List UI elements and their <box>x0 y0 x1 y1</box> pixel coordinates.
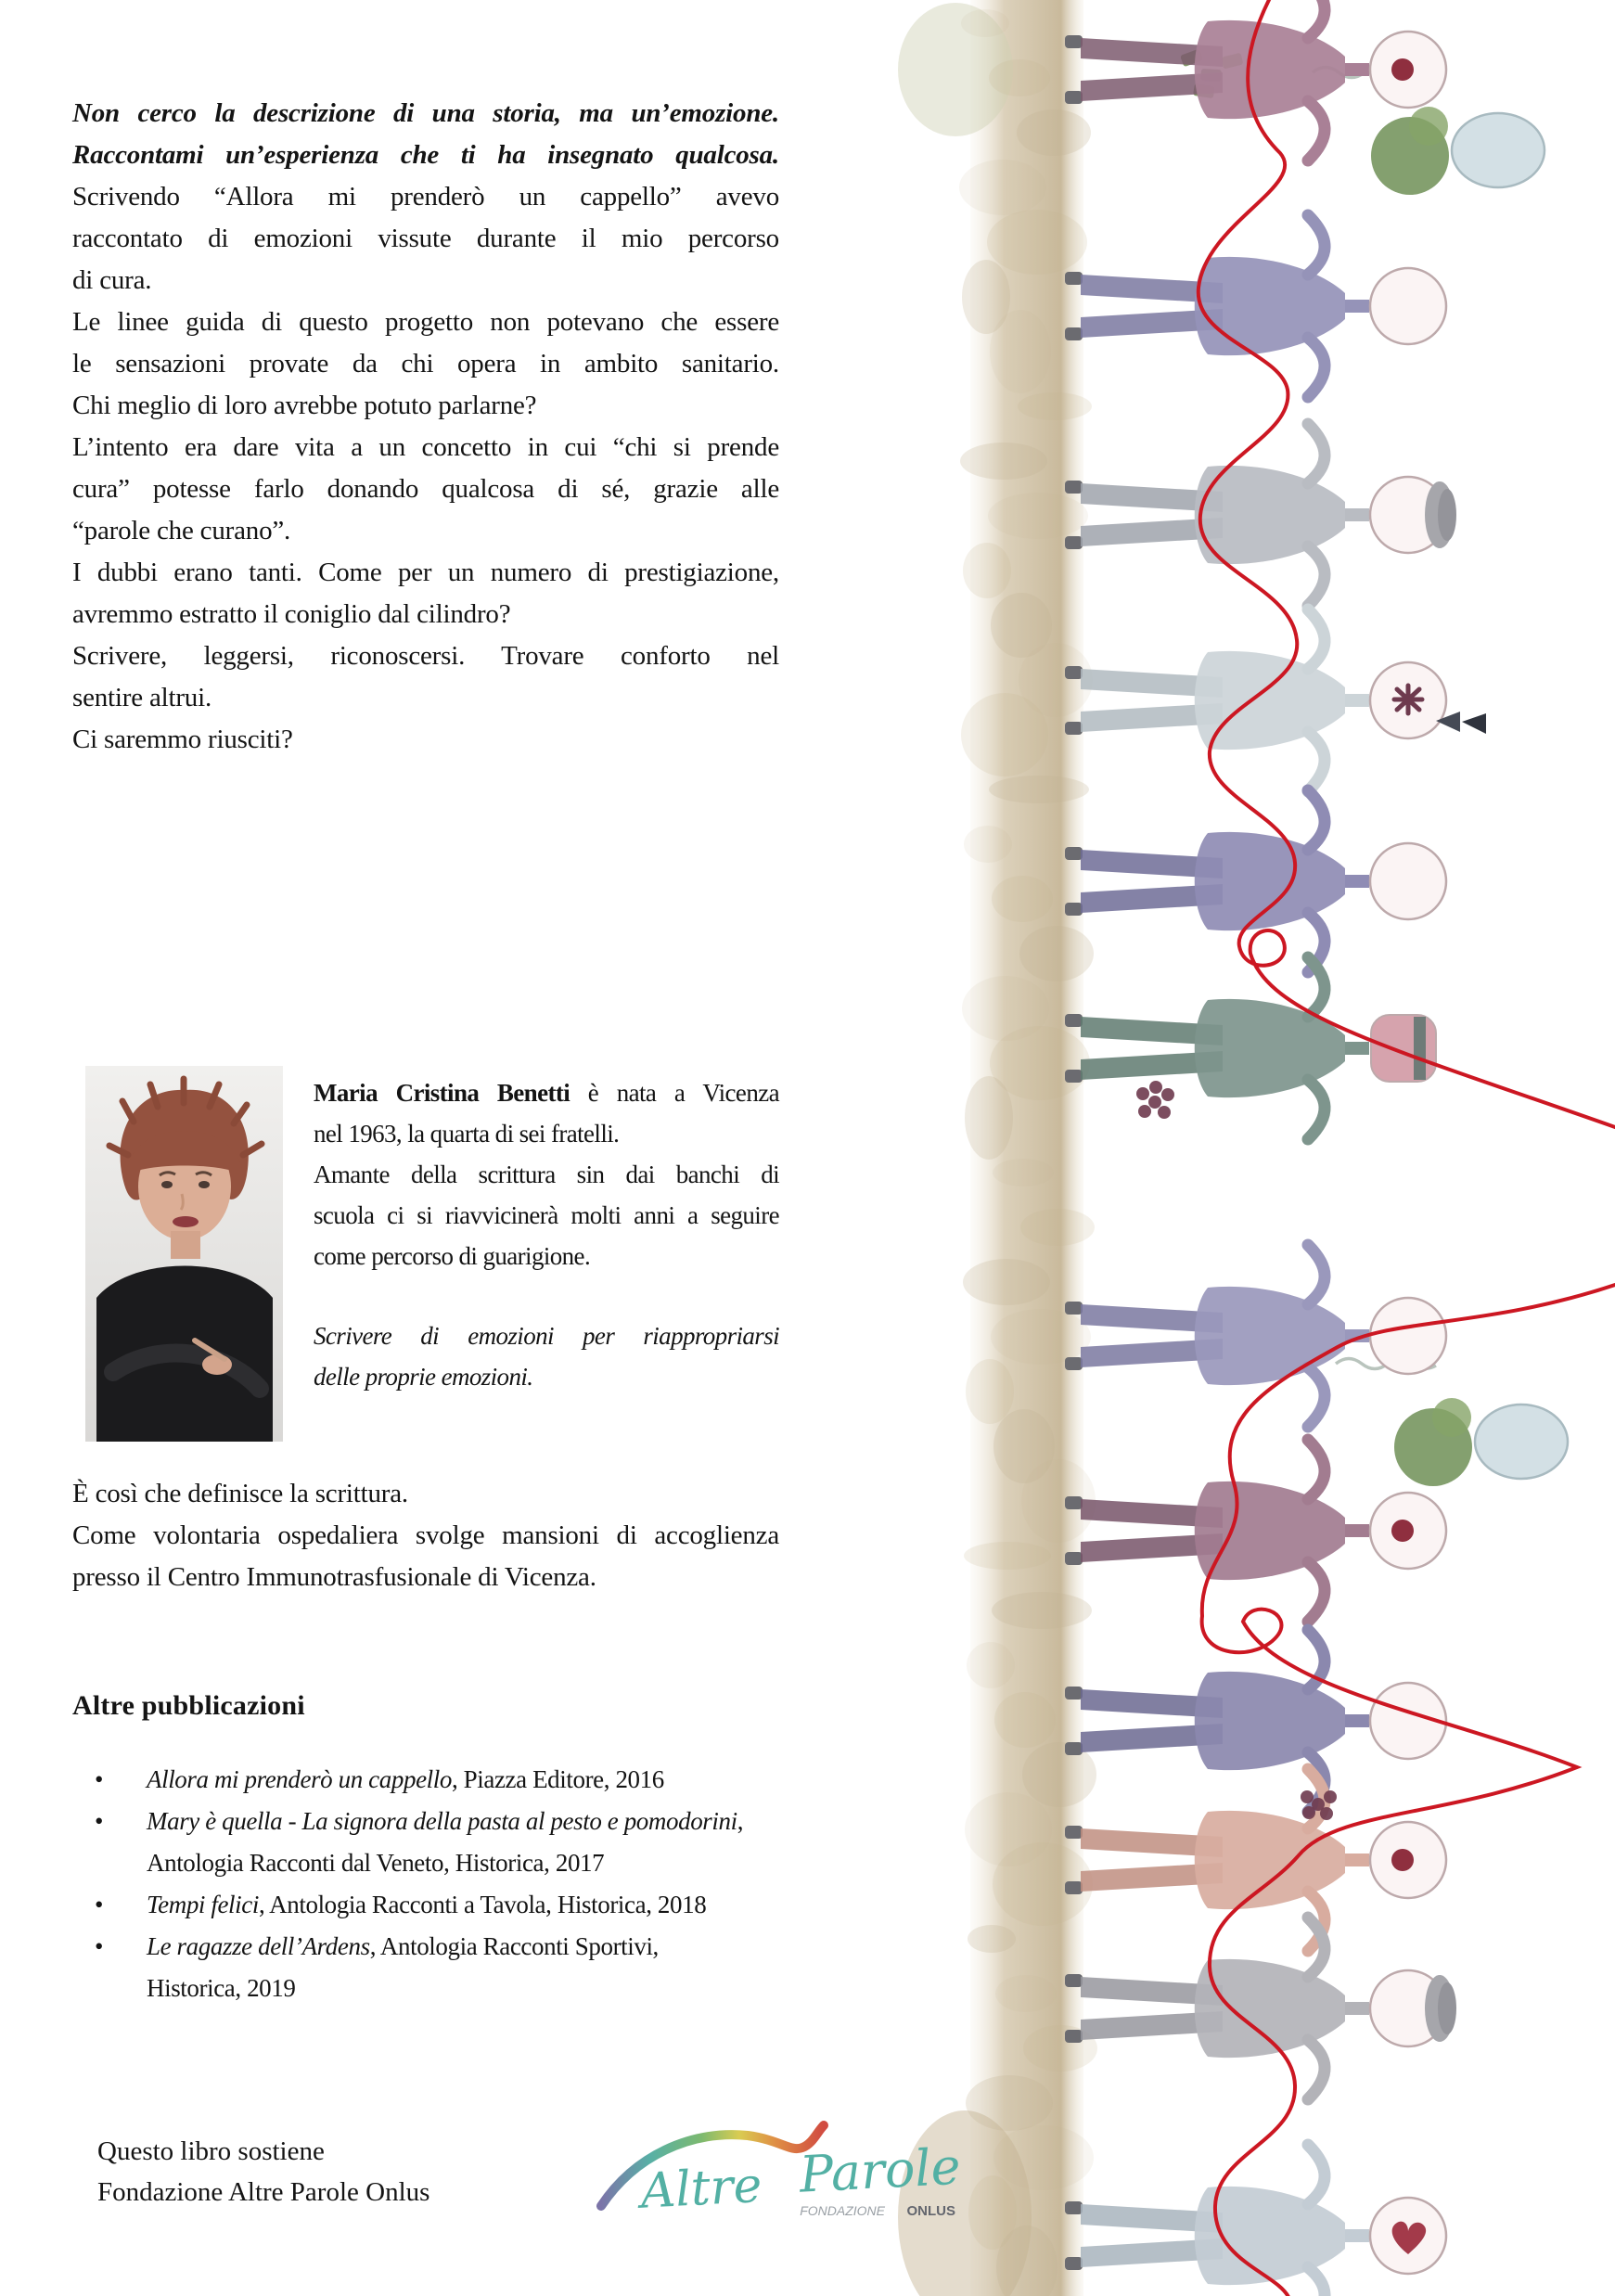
red-thread <box>1198 0 1615 2296</box>
garland-figure <box>1065 1769 1446 1951</box>
text-segment: delle proprie emozioni. <box>314 1363 533 1391</box>
publication-text <box>147 1884 791 1926</box>
text-line <box>147 1968 791 2009</box>
text-segment: Amante della scrittura sin dai banchi di <box>314 1161 779 1188</box>
text-segment: Tempi felici <box>147 1891 259 1918</box>
text-line <box>72 552 779 594</box>
logo-sub-fondazione: FONDAZIONE <box>800 2203 885 2218</box>
text-line <box>72 385 779 427</box>
text-segment: Come volontaria ospedaliera svolge mansioni di accoglienza <box>72 1520 779 1550</box>
text-segment: sentire altrui. <box>72 683 212 712</box>
text-segment: Scrivere di emozioni per riappropriarsi <box>314 1322 779 1350</box>
support-note <box>97 2131 429 2213</box>
text-segment: È così che definisce la scrittura. <box>72 1479 408 1508</box>
text-line <box>314 1195 779 1236</box>
text-segment: è nata a Vicenza <box>570 1079 779 1107</box>
author-portrait-image <box>85 1066 283 1442</box>
publication-item <box>72 1884 791 1926</box>
text-line <box>72 176 779 218</box>
text-line <box>72 427 779 468</box>
text-segment: , Antologia Racconti Sportivi, <box>369 1932 659 1960</box>
author-bio <box>314 1072 779 1397</box>
text-segment: Mary è quella - La signora della pasta al pesto e pomodorini <box>147 1807 737 1835</box>
logo-word-altre: Altre <box>639 2157 763 2220</box>
text-line <box>314 1315 779 1356</box>
text-segment: “parole che curano”. <box>72 516 291 545</box>
garland-figure <box>1065 1918 1456 2099</box>
logo-word-parole: Parole <box>798 2136 963 2204</box>
watercolor-strip <box>898 0 1097 2296</box>
garland-figure <box>1065 1440 1446 1622</box>
text-line <box>147 1759 791 1801</box>
text-line <box>314 1356 779 1397</box>
bullet-icon: • <box>95 1891 104 1918</box>
text-segment: Antologia Racconti dal Veneto, Historica, 2017 <box>147 1849 605 1877</box>
bullet-icon: • <box>95 1765 104 1793</box>
text-segment: Raccontami un’esperienza che ti ha insegnato qualcosa. <box>72 140 779 170</box>
publications-list <box>72 1759 791 2009</box>
text-segment: Le linee guida di questo progetto non potevano che essere <box>72 307 779 337</box>
text-segment: Le ragazze dell’Ardens <box>147 1932 370 1960</box>
text-line <box>72 594 779 635</box>
author-bio-continued <box>72 1473 779 1598</box>
foundation-logo <box>592 2121 972 2232</box>
text-segment: Maria Cristina Benetti <box>314 1079 570 1107</box>
text-line <box>147 1926 791 1968</box>
text-segment: Scrivere, leggersi, riconoscersi. Trovare conforto nel <box>72 641 779 671</box>
author-photo <box>85 1066 283 1442</box>
text-line <box>72 677 779 719</box>
logo-sub-onlus: ONLUS <box>906 2203 955 2219</box>
bullet-icon: • <box>95 1932 104 1960</box>
text-line <box>72 1473 779 1515</box>
garland-figure <box>1065 0 1446 160</box>
text-segment: scuola ci si riavvicinerà molti anni a seguire <box>314 1201 779 1229</box>
text-line <box>72 468 779 510</box>
publication-item <box>72 1801 791 1884</box>
text-segment: le sensazioni provate da chi opera in ambito sanitario. <box>72 349 779 378</box>
text-segment: cura” potesse farlo donando qualcosa di sé, grazie alle <box>72 474 779 504</box>
text-line <box>314 1276 779 1315</box>
text-line <box>72 1515 779 1557</box>
text-segment: , Antologia Racconti a Tavola, Historica, 2018 <box>258 1891 707 1918</box>
garland-figure <box>1065 215 1446 397</box>
text-line <box>72 260 779 301</box>
text-line <box>72 635 779 677</box>
text-line <box>314 1236 779 1276</box>
text-segment: Non cerco la descrizione di una storia, ma un’emozione. <box>72 98 779 128</box>
publication-item <box>72 1926 791 2009</box>
garland-figure <box>1065 424 1456 606</box>
text-segment: raccontato di emozioni vissute durante il mio percorso <box>72 224 779 253</box>
publication-item <box>72 1759 791 1801</box>
flower-icon <box>1136 1081 1174 1119</box>
text-line <box>314 1154 779 1195</box>
balloons-icon <box>1336 1359 1568 1487</box>
balloons-icon <box>1313 68 1545 196</box>
text-line <box>72 719 779 761</box>
support-note-line: Fondazione Altre Parole Onlus <box>97 2177 430 2207</box>
text-line <box>72 93 779 135</box>
text-line <box>72 218 779 260</box>
text-segment: Scrivendo “Allora mi prenderò un cappello” avevo <box>72 182 779 212</box>
text-segment: Ci saremmo riusciti? <box>72 725 293 754</box>
text-line <box>314 1072 779 1113</box>
publications-section <box>72 1690 791 2009</box>
text-segment: , Piazza Editore, 2016 <box>451 1765 664 1793</box>
text-line <box>72 343 779 385</box>
support-note-line: Questo libro sostiene <box>97 2136 325 2166</box>
text-line <box>72 135 779 176</box>
text-line <box>72 301 779 343</box>
text-line <box>72 1557 779 1598</box>
garland-figure <box>1065 1245 1446 1427</box>
text-segment: I dubbi erano tanti. Come per un numero di prestigiazione, <box>72 558 779 587</box>
text-line <box>147 1801 791 1842</box>
intro-paragraph <box>72 93 779 761</box>
text-segment: nel 1963, la quarta di sei fratelli. <box>314 1120 620 1148</box>
text-segment: avremmo estratto il coniglio dal cilindro? <box>72 599 511 629</box>
garland-figure <box>1065 1630 1446 1812</box>
bullet-icon: • <box>95 1807 104 1835</box>
text-line <box>147 1842 791 1884</box>
leaf-cluster <box>1180 48 1243 98</box>
text-segment: Allora mi prenderò un cappello <box>147 1765 452 1793</box>
garland-figure <box>1065 957 1436 1139</box>
text-line <box>72 510 779 552</box>
text-segment: , <box>737 1807 744 1835</box>
garland-figure <box>1065 609 1486 791</box>
text-segment: di cura. <box>72 265 152 295</box>
text-segment: presso il Centro Immunotrasfusionale di Vicenza. <box>72 1562 596 1592</box>
text-segment: Chi meglio di loro avrebbe potuto parlarne? <box>72 391 537 420</box>
publication-text <box>147 1801 791 1884</box>
garland-figure <box>1065 2145 1446 2296</box>
text-segment: come percorso di guarigione. <box>314 1242 591 1270</box>
publication-text <box>147 1759 791 1801</box>
text-segment: L’intento era dare vita a un concetto in cui “chi si prende <box>72 432 779 462</box>
text-segment: Historica, 2019 <box>147 1974 296 2002</box>
publications-heading: Altre pubblicazioni <box>72 1690 305 1721</box>
publication-text <box>147 1926 791 2009</box>
text-line <box>314 1113 779 1154</box>
garland-figure <box>1065 790 1446 972</box>
text-line <box>147 1884 791 1926</box>
